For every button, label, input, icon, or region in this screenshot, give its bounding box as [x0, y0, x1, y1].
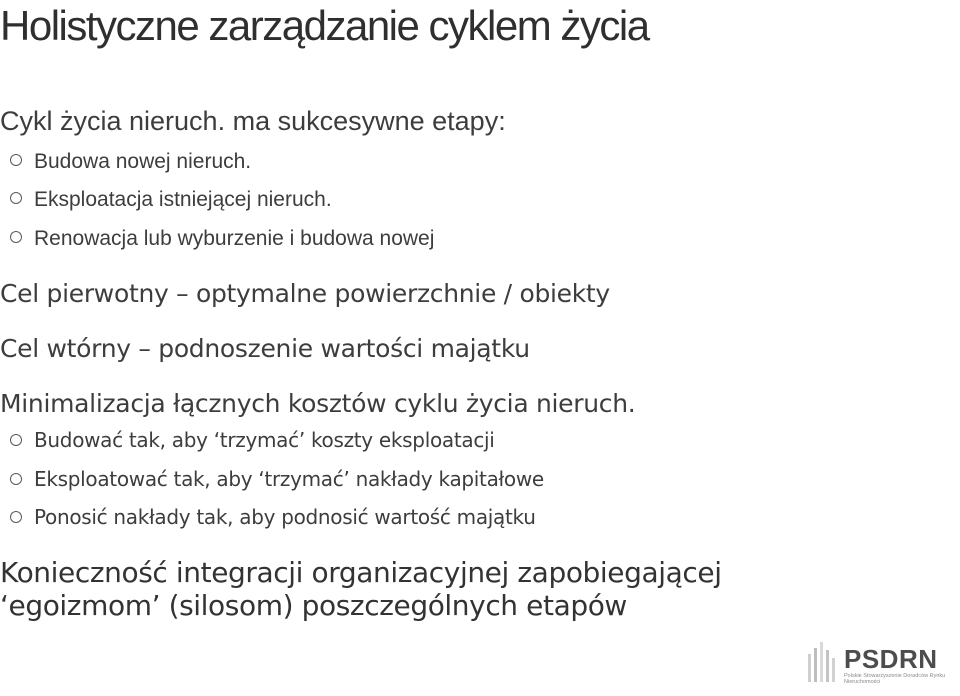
section2-heading: Minimalizacja łącznych kosztów cyklu życia nieruch.: [0, 389, 636, 418]
logo-bars-icon: [806, 640, 840, 684]
section2-item-text: Eksploatować tak, aby ‘trzymać’ nakłady kapitałowe: [34, 467, 544, 491]
section1-item: [10, 150, 251, 174]
section1-item: [10, 227, 434, 251]
section1-item-text: Budowa nowej nieruch.: [34, 150, 252, 173]
bullet-icon: [10, 473, 22, 485]
section1-heading: Cykl życia nieruch. ma sukcesywne etapy:: [0, 106, 506, 136]
bullet-icon: [10, 511, 22, 523]
psdrn-logo: [806, 640, 956, 690]
conclusion-line-1: Konieczność integracji organizacyjnej zapobiegającej: [0, 556, 722, 589]
conclusion-line-2: ‘egoizmom’ (silosom) poszczególnych etapów: [0, 589, 627, 622]
section2-item-text: Ponosić nakłady tak, aby podnosić wartość majątku: [34, 505, 536, 529]
goal-primary: Cel pierwotny – optymalne powierzchnie / obiekty: [0, 279, 610, 308]
bullet-icon: [10, 192, 22, 204]
slide-title: Holistyczne zarządzanie cyklem życia: [0, 2, 649, 49]
logo-text: PSDRN: [844, 644, 938, 674]
section2-item: [10, 467, 544, 491]
section1-item-text: Eksploatacja istniejącej nieruch.: [34, 188, 332, 211]
section1-item: [10, 188, 332, 212]
logo-subtitle: Polskie Stowarzyszenie Doradców Rynku Nieruchomości: [844, 673, 946, 685]
section2-item: [10, 505, 536, 529]
section2-item: [10, 428, 495, 452]
bullet-icon: [10, 434, 22, 446]
section1-item-text: Renowacja lub wyburzenie i budowa nowej: [34, 227, 435, 250]
goal-secondary: Cel wtórny – podnoszenie wartości majątku: [0, 334, 530, 363]
bullet-icon: [10, 231, 22, 243]
section2-item-text: Budować tak, aby ‘trzymać’ koszty eksploatacji: [34, 428, 495, 452]
bullet-icon: [10, 154, 22, 166]
